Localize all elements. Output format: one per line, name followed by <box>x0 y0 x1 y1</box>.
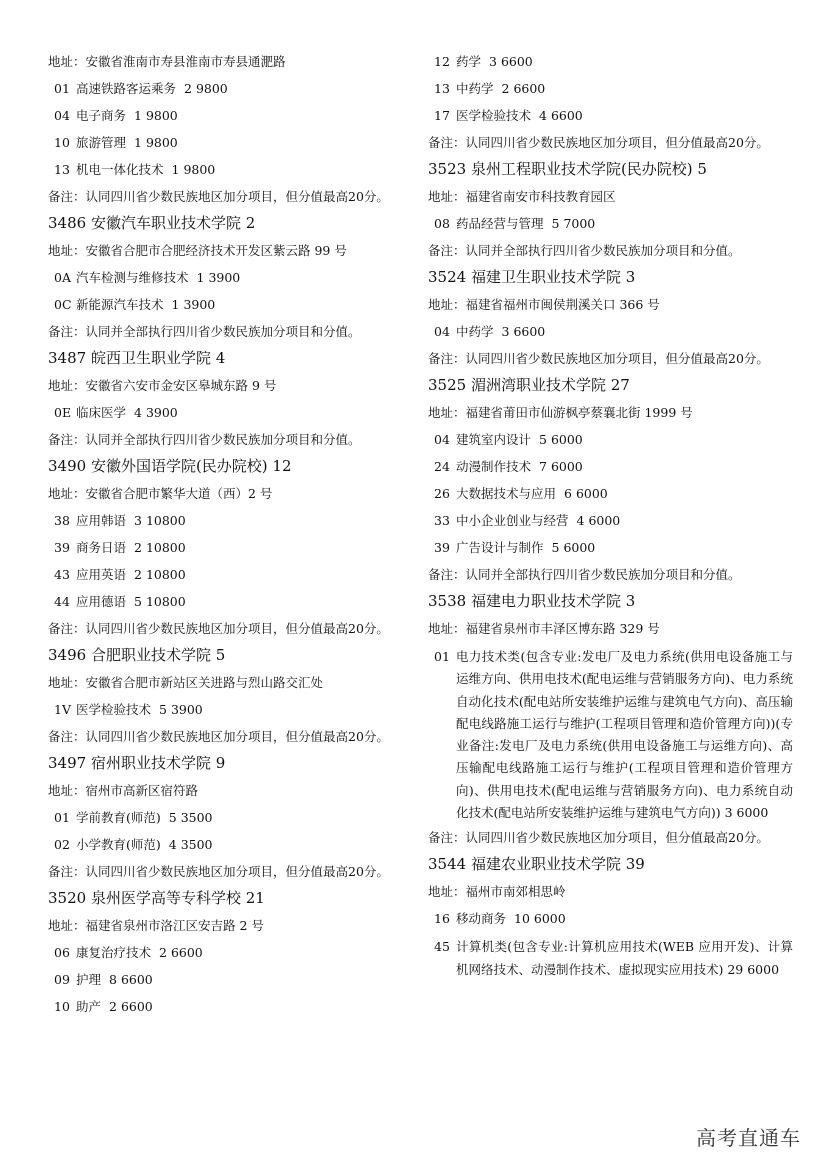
school-title: 3486 安徽汽车职业技术学院 2 <box>48 214 256 232</box>
remark: 备注：认同并全部执行四川省少数民族加分项目和分值。 <box>48 432 361 447</box>
right-column <box>428 48 793 984</box>
address: 地址：福建省南安市科技教育园区 <box>428 189 616 204</box>
major-item: 01 学前教育(师范) 5 3500 <box>54 810 213 825</box>
remark: 备注：认同并全部执行四川省少数民族加分项目和分值。 <box>428 567 741 582</box>
address: 地址：安徽省合肥市繁华大道（西）2 号 <box>48 486 273 501</box>
major-item: 02 小学教育(师范) 4 3500 <box>54 837 213 852</box>
major-item: 39 商务日语 2 10800 <box>54 540 186 555</box>
major-item: 16 移动商务 10 6000 <box>434 911 566 927</box>
school-title: 3496 合肥职业技术学院 5 <box>48 646 226 664</box>
address: 地址：福建省泉州市丰泽区博东路 329 号 <box>428 621 660 636</box>
remark: 备注：认同四川省少数民族地区加分项目，但分值最高20分。 <box>428 830 769 846</box>
major-item-long: 01 电力技术类(包含专业:发电厂及电力系统(供用电设备施工与运维方向、供用电技术(配电运维与营销服务方向)、电力系统自动化技术(配电站所安装维护运维与建筑电气方向)、高压输配电线路施工运行与维护(工程项目管理和造价管理方向))(专业备注:发电厂及电力系统(供用电设备施工与运维方向)、高压输配电线路施工运行与维护(工程项目管理和造价管理方向)、供用电技术(配电运维与营销服务方向)、电力系统自动化技术(配电站所安装维护运维与建筑电气方向)) 3 6000 <box>434 649 793 821</box>
major-item: 04 建筑室内设计 5 6000 <box>434 432 583 447</box>
school-title: 3487 皖西卫生职业学院 4 <box>48 349 226 367</box>
major-item: 26 大数据技术与应用 6 6000 <box>434 486 608 501</box>
address: 地址：福建省泉州市洛江区安吉路 2 号 <box>48 918 264 933</box>
major-item: 0C 新能源汽车技术 1 3900 <box>54 297 216 312</box>
address: 地址：安徽省淮南市寿县淮南市寿县通淝路 <box>48 54 286 69</box>
major-item: 04 电子商务 1 9800 <box>54 108 178 123</box>
major-item: 17 医学检验技术 4 6600 <box>434 108 583 123</box>
address: 地址：宿州市高新区宿符路 <box>48 783 199 798</box>
watermark: 高考直通车 <box>696 1126 801 1150</box>
school-title: 3544 福建农业职业技术学院 39 <box>428 855 645 874</box>
major-item-long: 45 计算机类(包含专业:计算机应用技术(WEB 应用开发)、计算机网络技术、动漫制作技术、虚拟现实应用技术) 29 6000 <box>434 939 793 977</box>
major-item: 09 护理 8 6600 <box>54 972 153 987</box>
address: 地址：安徽省合肥市合肥经济技术开发区紫云路 99 号 <box>48 243 347 258</box>
major-item: 33 中小企业创业与经营 4 6000 <box>434 513 621 528</box>
remark: 备注：认同四川省少数民族地区加分项目，但分值最高20分。 <box>428 135 769 150</box>
major-item: 43 应用英语 2 10800 <box>54 567 186 582</box>
major-item: 01 高速铁路客运乘务 2 9800 <box>54 81 228 96</box>
remark: 备注：认同并全部执行四川省少数民族加分项目和分值。 <box>428 243 741 258</box>
remark: 备注：认同四川省少数民族地区加分项目，但分值最高20分。 <box>48 864 389 879</box>
address: 地址：安徽省合肥市新站区关进路与烈山路交汇处 <box>48 675 324 690</box>
major-item: 04 中药学 3 6600 <box>434 324 546 339</box>
school-title: 3497 宿州职业技术学院 9 <box>48 754 226 772</box>
address: 地址：安徽省六安市金安区皋城东路 9 号 <box>48 378 277 393</box>
major-item: 0E 临床医学 4 3900 <box>54 405 178 420</box>
major-item: 39 广告设计与制作 5 6000 <box>434 540 596 555</box>
school-title: 3525 湄洲湾职业技术学院 27 <box>428 376 630 394</box>
remark: 备注：认同四川省少数民族地区加分项目，但分值最高20分。 <box>428 351 769 366</box>
remark: 备注：认同四川省少数民族地区加分项目，但分值最高20分。 <box>48 729 389 744</box>
major-item: 10 旅游管理 1 9800 <box>54 135 178 150</box>
school-title: 3523 泉州工程职业技术学院(民办院校) 5 <box>428 160 707 178</box>
school-title: 3538 福建电力职业技术学院 3 <box>428 592 636 610</box>
major-item: 13 中药学 2 6600 <box>434 81 546 96</box>
left-column <box>48 48 408 1020</box>
major-item: 0A 汽车检测与维修技术 1 3900 <box>54 270 241 285</box>
remark: 备注：认同四川省少数民族地区加分项目，但分值最高20分。 <box>48 621 389 636</box>
address: 地址：福建省福州市闽侯荆溪关口 366 号 <box>428 297 660 312</box>
school-title: 3520 泉州医学高等专科学校 21 <box>48 889 265 907</box>
school-title: 3490 安徽外国语学院(民办院校) 12 <box>48 457 292 475</box>
major-item: 08 药品经营与管理 5 7000 <box>434 216 596 231</box>
remark: 备注：认同四川省少数民族地区加分项目，但分值最高20分。 <box>48 189 389 204</box>
major-item: 44 应用德语 5 10800 <box>54 594 186 609</box>
major-item: 10 助产 2 6600 <box>54 999 153 1014</box>
major-item: 1V 医学检验技术 5 3900 <box>54 702 203 717</box>
major-item: 12 药学 3 6600 <box>434 54 533 69</box>
address: 地址：福建省莆田市仙游枫亭蔡襄北街 1999 号 <box>428 405 693 420</box>
major-item: 13 机电一体化技术 1 9800 <box>54 162 216 177</box>
remark: 备注：认同并全部执行四川省少数民族加分项目和分值。 <box>48 324 361 339</box>
major-item: 24 动漫制作技术 7 6000 <box>434 459 583 474</box>
address: 地址：福州市南郊相思岭 <box>428 884 566 900</box>
major-item: 38 应用韩语 3 10800 <box>54 513 186 528</box>
school-title: 3524 福建卫生职业技术学院 3 <box>428 268 636 286</box>
major-item: 06 康复治疗技术 2 6600 <box>54 945 203 960</box>
